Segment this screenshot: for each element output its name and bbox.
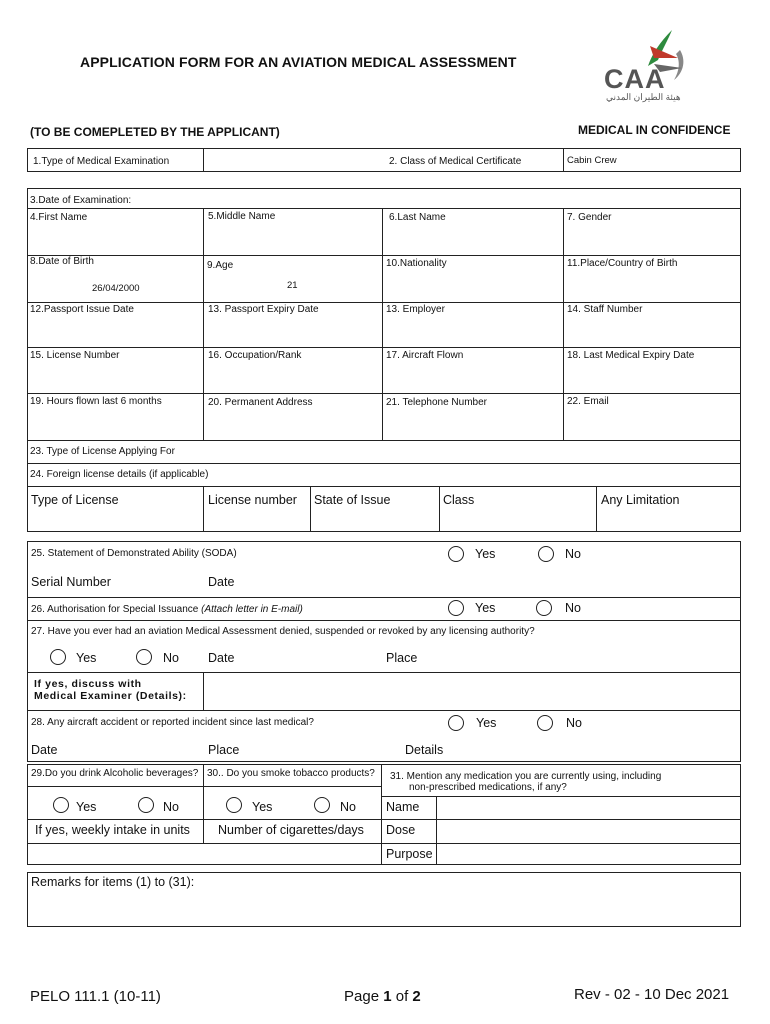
license-table-class: Class bbox=[443, 493, 475, 507]
age-label: 9.Age bbox=[207, 260, 234, 271]
class-certificate-field[interactable]: Cabin Crew bbox=[567, 155, 617, 166]
page-total: 2 bbox=[412, 988, 421, 1005]
telephone-label: 21. Telephone Number bbox=[386, 397, 487, 408]
soda-no-radio[interactable] bbox=[538, 546, 554, 562]
q28-no-label: No bbox=[566, 716, 582, 730]
special-yes-label: Yes bbox=[475, 601, 496, 615]
subtitle-confidence: MEDICAL IN CONFIDENCE bbox=[578, 123, 731, 137]
last-medical-label: 18. Last Medical Expiry Date bbox=[567, 350, 695, 361]
passport-issue-label: 12.Passport Issue Date bbox=[30, 304, 134, 315]
special-no-label: No bbox=[565, 601, 581, 615]
q30-cigs-label: Number of cigarettes/days bbox=[218, 823, 364, 837]
gender-label: 7. Gender bbox=[567, 212, 612, 223]
q30-no-radio[interactable] bbox=[314, 797, 330, 813]
subtitle-applicant: (TO BE COMEPLETED BY THE APPLICANT) bbox=[30, 125, 280, 139]
middle-name-label: 5.Middle Name bbox=[208, 211, 276, 222]
q28-no-radio[interactable] bbox=[537, 715, 553, 731]
q30-no-label: No bbox=[340, 800, 356, 814]
q31-dose-label: Dose bbox=[386, 823, 416, 837]
license-type-label: 23. Type of License Applying For bbox=[30, 446, 175, 457]
date-exam-label: 3.Date of Examination: bbox=[30, 195, 132, 206]
remarks-label: Remarks for items (1) to (31): bbox=[31, 875, 195, 889]
q31-label-line2: non-prescribed medications, if any? bbox=[409, 782, 567, 793]
soda-serial-label: Serial Number bbox=[31, 575, 111, 589]
foreign-license-label: 24. Foreign license details (if applicable) bbox=[30, 469, 209, 480]
q27-no-radio[interactable] bbox=[136, 649, 152, 665]
q29-yes-label: Yes bbox=[76, 800, 97, 814]
soda-no-label: No bbox=[565, 547, 581, 561]
employer-label: 13. Employer bbox=[386, 304, 445, 315]
q28-details-label: Details bbox=[405, 743, 444, 757]
q27-if-yes-line2: Medical Examiner (Details): bbox=[34, 690, 187, 702]
dob-field[interactable]: 26/04/2000 bbox=[92, 283, 140, 294]
form-code: PELO 111.1 (10-11) bbox=[30, 988, 161, 1005]
page-number: 1 bbox=[383, 988, 392, 1005]
special-no-radio[interactable] bbox=[536, 600, 552, 616]
soda-date-label: Date bbox=[208, 575, 235, 589]
q27-date-label: Date bbox=[208, 651, 235, 665]
q31-purpose-label: Purpose bbox=[386, 847, 433, 861]
logo-text: CAA bbox=[604, 64, 666, 94]
passport-expiry-label: 13. Passport Expiry Date bbox=[208, 304, 319, 315]
q29-no-label: No bbox=[163, 800, 179, 814]
q29-label: 29.Do you drink Alcoholic beverages? bbox=[31, 768, 199, 779]
license-table-number: License number bbox=[208, 493, 297, 507]
logo-arabic: هيئة الطيران المدني bbox=[606, 92, 681, 102]
hours-flown-label: 19. Hours flown last 6 months bbox=[30, 396, 162, 407]
q27-if-yes-line1: If yes, discuss with bbox=[34, 678, 142, 690]
last-name-label: 6.Last Name bbox=[389, 212, 446, 223]
age-field[interactable]: 21 bbox=[287, 280, 298, 291]
special-issuance-note: (Attach letter in E-mail) bbox=[201, 604, 303, 615]
soda-yes-radio[interactable] bbox=[448, 546, 464, 562]
q27-yes-radio[interactable] bbox=[50, 649, 66, 665]
caa-logo bbox=[598, 28, 694, 106]
q27-no-label: No bbox=[163, 651, 179, 665]
q27-label: 27. Have you ever had an aviation Medical Assessment denied, suspended or revoked by any licensing authority? bbox=[31, 626, 535, 637]
q28-place-label: Place bbox=[208, 743, 240, 757]
license-number-label: 15. License Number bbox=[30, 350, 120, 361]
q29-intake-label: If yes, weekly intake in units bbox=[35, 823, 190, 837]
revision-label: Rev - 02 - 10 Dec 2021 bbox=[574, 986, 730, 1003]
license-table-state: State of Issue bbox=[314, 493, 391, 507]
q27-yes-label: Yes bbox=[76, 651, 97, 665]
q28-yes-radio[interactable] bbox=[448, 715, 464, 731]
q27-details-field[interactable] bbox=[206, 674, 738, 708]
q31-name-label: Name bbox=[386, 800, 420, 814]
q28-label: 28. Any aircraft accident or reported incident since last medical? bbox=[31, 717, 314, 728]
questions-block bbox=[27, 541, 741, 762]
page-indicator: Page 1 of 2 bbox=[344, 988, 421, 1005]
type-exam-label: 1.Type of Medical Examination bbox=[33, 156, 170, 167]
q29-yes-radio[interactable] bbox=[53, 797, 69, 813]
nationality-label: 10.Nationality bbox=[386, 258, 447, 269]
license-table-type: Type of License bbox=[31, 493, 119, 507]
aircraft-flown-label: 17. Aircraft Flown bbox=[386, 350, 464, 361]
soda-label: 25. Statement of Demonstrated Ability (SODA) bbox=[31, 548, 237, 559]
class-certificate-label: 2. Class of Medical Certificate bbox=[389, 156, 522, 167]
dob-label: 8.Date of Birth bbox=[30, 256, 94, 267]
q30-yes-radio[interactable] bbox=[226, 797, 242, 813]
form-title: APPLICATION FORM FOR AN AVIATION MEDICAL ASSESSMENT bbox=[80, 54, 517, 70]
email-label: 22. Email bbox=[567, 396, 609, 407]
q27-place-label: Place bbox=[386, 651, 418, 665]
type-exam-field[interactable] bbox=[206, 150, 386, 170]
special-issuance-label: 26. Authorisation for Special Issuance (Attach letter in E-mail) bbox=[31, 604, 303, 615]
place-birth-label: 11.Place/Country of Birth bbox=[567, 258, 678, 269]
special-yes-radio[interactable] bbox=[448, 600, 464, 616]
staff-number-label: 14. Staff Number bbox=[567, 304, 643, 315]
q29-no-radio[interactable] bbox=[138, 797, 154, 813]
q28-date-label: Date bbox=[31, 743, 58, 757]
q30-label: 30.. Do you smoke tobacco products? bbox=[207, 768, 375, 779]
first-name-label: 4.First Name bbox=[30, 212, 88, 223]
q28-yes-label: Yes bbox=[476, 716, 497, 730]
license-table-limitation: Any Limitation bbox=[601, 493, 680, 507]
soda-yes-label: Yes bbox=[475, 547, 496, 561]
q31-label-line1: 31. Mention any medication you are currently using, including bbox=[390, 771, 662, 782]
q30-yes-label: Yes bbox=[252, 800, 273, 814]
occupation-label: 16. Occupation/Rank bbox=[208, 350, 302, 361]
address-label: 20. Permanent Address bbox=[208, 397, 313, 408]
